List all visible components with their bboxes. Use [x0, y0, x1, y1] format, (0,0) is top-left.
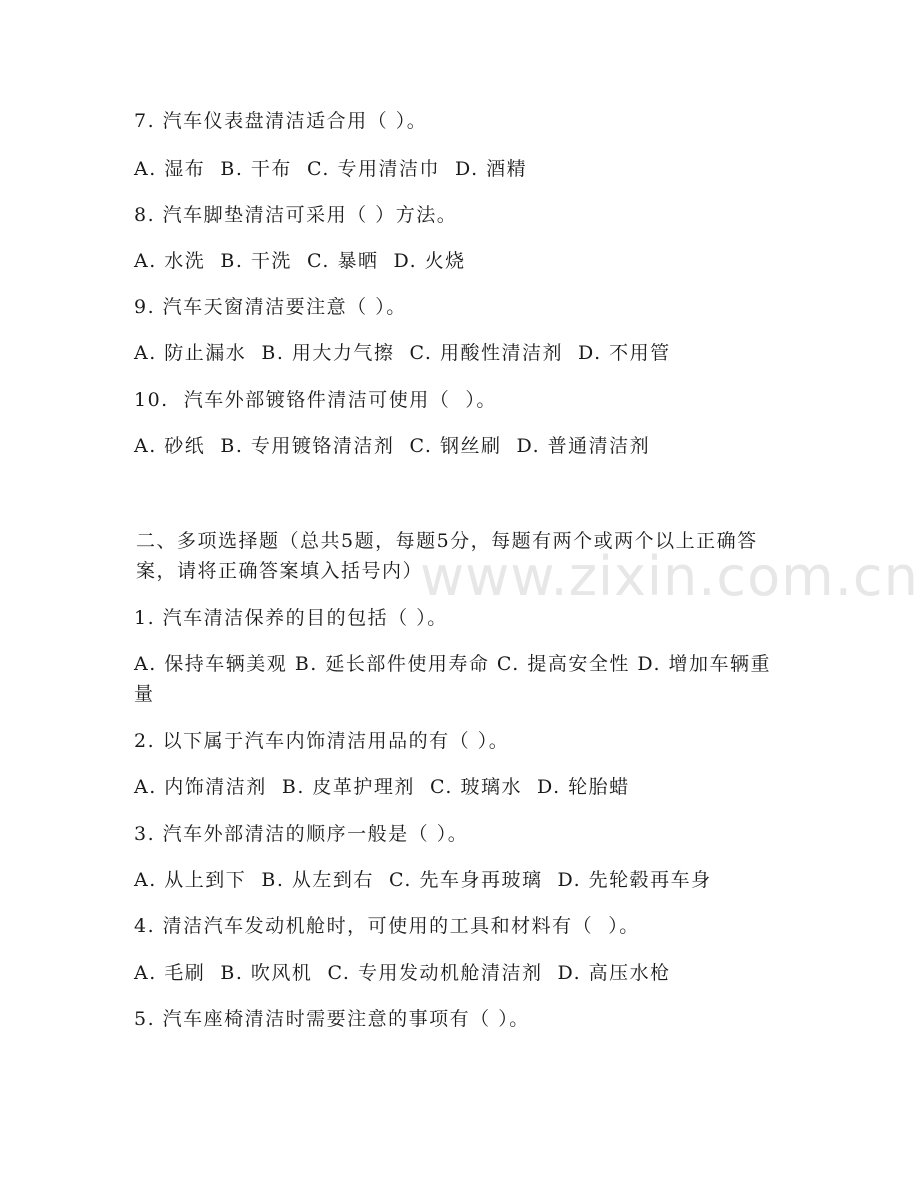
question-9-options: A. 防止漏水 B. 用大力气擦 C. 用酸性清洁剂 D. 不用管 [134, 342, 671, 364]
watermark-text: www.zixin.com.cn [420, 545, 919, 608]
multi-question-2: 2. 以下属于汽车内饰清洁用品的有（ ）。 [134, 730, 510, 752]
question-8: 8. 汽车脚垫清洁可采用（ ）方法。 [134, 204, 458, 226]
multi-question-3-options: A. 从上到下 B. 从左到右 C. 先车身再玻璃 D. 先轮毂再车身 [134, 869, 712, 891]
question-8-options: A. 水洗 B. 干洗 C. 暴晒 D. 火烧 [134, 250, 466, 272]
multi-question-4-options: A. 毛刷 B. 吹风机 C. 专用发动机舱清洁剂 D. 高压水枪 [134, 962, 671, 984]
multi-question-2-options: A. 内饰清洁剂 B. 皮革护理剂 C. 玻璃水 D. 轮胎蜡 [134, 776, 630, 798]
question-10: 10. 汽车外部镀铬件清洁可使用（ ）。 [134, 389, 497, 411]
question-9: 9. 汽车天窗清洁要注意（ ）。 [134, 296, 407, 318]
multi-question-1-options: A. 保持车辆美观 B. 延长部件使用寿命 C. 提高安全性 D. 增加车辆重量 [134, 653, 772, 705]
section-2-heading: 二、多项选择题（总共5题，每题5分，每题有两个或两个以上正确答案，请将正确答案填入括号内） [136, 530, 758, 582]
question-7-options: A. 湿布 B. 干布 C. 专用清洁巾 D. 酒精 [134, 158, 528, 180]
multi-question-4: 4. 清洁汽车发动机舱时，可使用的工具和材料有（ ）。 [134, 915, 640, 937]
multi-question-5: 5. 汽车座椅清洁时需要注意的事项有（ ）。 [134, 1008, 530, 1030]
question-10-options: A. 砂纸 B. 专用镀铬清洁剂 C. 钢丝刷 D. 普通清洁剂 [134, 435, 651, 457]
question-7: 7. 汽车仪表盘清洁适合用（ ）。 [134, 110, 428, 132]
multi-question-1: 1. 汽车清洁保养的目的包括（ ）。 [134, 607, 448, 629]
multi-question-3: 3. 汽车外部清洁的顺序一般是（ ）。 [134, 823, 469, 845]
